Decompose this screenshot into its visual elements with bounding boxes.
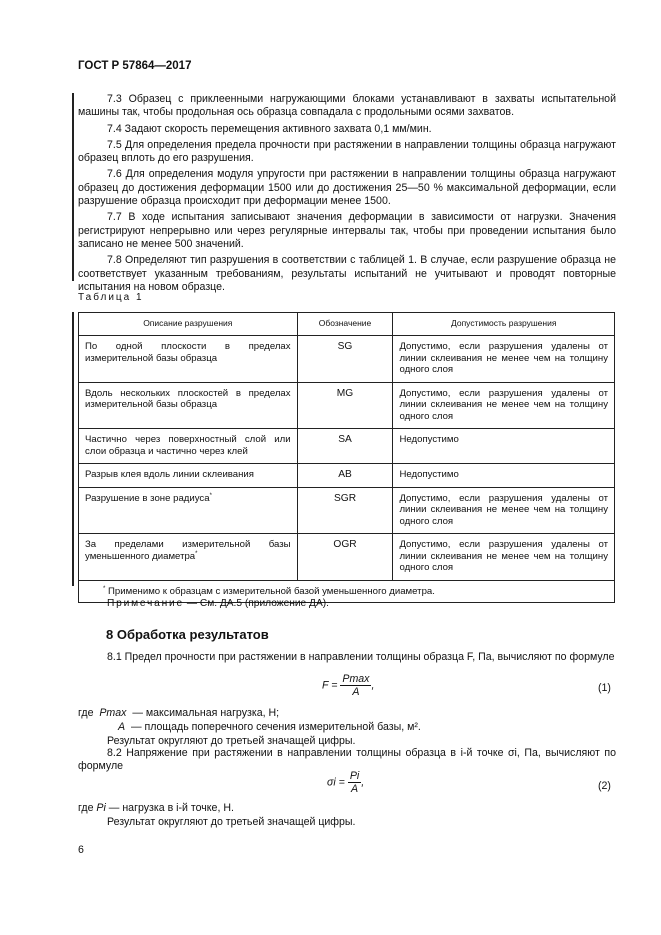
- formula-1-denominator: A: [352, 686, 360, 698]
- formula-2-tail: ,: [361, 776, 365, 789]
- cell-code: SG: [297, 336, 393, 383]
- where-prefix: где: [78, 802, 94, 814]
- failure-types-table: [78, 312, 615, 603]
- paragraph-7-5: 7.5 Для определения предела прочности при растяжении в направлении толщины образца нагружают образец вплоть до его разрушения.: [78, 138, 616, 165]
- footnote-text: Применимо к образцам с измерительной базой уменьшенного диаметра.: [108, 585, 435, 597]
- header-description: Описание разрушения: [79, 313, 298, 336]
- rounding-note-2: Результат округляют до третьей значащей цифры.: [107, 816, 356, 828]
- rounding-note-1: Результат округляют до третьей значащей цифры.: [107, 735, 356, 747]
- cell-allowance: Недопустимо: [393, 464, 615, 488]
- cell-description: Вдоль нескольких плоскостей в пределах измерительной базы образца: [79, 382, 298, 429]
- formula-1-lhs: F =: [322, 679, 338, 692]
- cell-allowance: Допустимо, если разрушения удалены от линии склеивания не менее чем на толщину одного слоя: [393, 382, 615, 429]
- where-text: — площадь поперечного сечения измерительной базы, м².: [130, 721, 421, 733]
- table-row: [79, 382, 615, 429]
- where-text: — нагрузка в i-й точке, Н.: [108, 802, 234, 814]
- formula-2-fraction: [348, 770, 361, 795]
- where-symbol: Pi: [96, 802, 106, 814]
- paragraph-8-2-text: 8.2 Напряжение при растяжении в направлении толщины образца в i-й точке σi, Па, вычисляют по формуле: [78, 747, 616, 773]
- page-number: 6: [78, 844, 84, 856]
- paragraph-8-1: [78, 651, 616, 667]
- where-line-3: [78, 802, 234, 814]
- formula-2-numerator: Pi: [349, 770, 360, 782]
- table-row: [79, 429, 615, 464]
- paragraph-7-7: 7.7 В ходе испытания записывают значения деформации в зависимости от нагрузки. Значения регистрируют непрерывно или через регулярные интервалы так, чтобы при проведении испытания было записано не менее 500 значений.: [78, 211, 616, 250]
- where-symbol: Pmax: [99, 707, 127, 719]
- paragraph-7-3: 7.3 Образец с приклеенными нагружающими блоками устанавливают в захваты испытательной машины так, чтобы продольная ось образца совпадала с продольными осями захватов.: [78, 93, 616, 119]
- where-symbol: A: [118, 721, 126, 733]
- footnote-mark: *: [209, 492, 212, 499]
- cell-description: По одной плоскости в пределах измерительной базы образца: [79, 336, 298, 383]
- formula-2: [327, 770, 364, 795]
- table-row: [79, 464, 615, 488]
- formula-2-lhs: σi =: [327, 776, 345, 789]
- formula-1-fraction: [340, 673, 371, 698]
- paragraph-7-6: 7.6 Для определения модуля упругости при растяжении в направлении толщины образца нагружают образец до достижения деформации 1500 или до достижения 25—50 % максимальной деформации, если разрушение образца происходит при деформации менее 1500.: [78, 168, 616, 208]
- where-line-1: [78, 707, 279, 719]
- paragraph-7-4: 7.4 Задают скорость перемещения активного захвата 0,1 мм/мин.: [107, 122, 432, 135]
- footnote-mark: *: [103, 585, 106, 592]
- cell-allowance: Допустимо, если разрушения удалены от линии склеивания не менее чем на толщину одного слоя: [393, 487, 615, 534]
- footnote-mark: *: [195, 550, 198, 557]
- table-header-row: [79, 313, 615, 336]
- where-prefix: где: [78, 707, 94, 719]
- section-7-body: [78, 93, 616, 297]
- formula-2-number: (2): [598, 780, 611, 792]
- formula-1-numerator: Pmax: [342, 673, 370, 685]
- change-bar: [72, 93, 74, 281]
- table-row: [79, 487, 615, 534]
- cell-code: AB: [297, 464, 393, 488]
- table-row: [79, 336, 615, 383]
- cell-allowance: Допустимо, если разрушения удалены от линии склеивания не менее чем на толщину одного слоя: [393, 534, 615, 581]
- document-header: ГОСТ Р 57864—2017: [78, 60, 192, 72]
- section-title: 8 Обработка результатов: [106, 627, 269, 642]
- cell-code: MG: [297, 382, 393, 429]
- note-label: Примечание: [107, 598, 184, 609]
- cell-description-text: За пределами измерительной базы уменьшенного диаметра: [85, 539, 291, 562]
- table-note: [107, 598, 329, 609]
- header-code: Обозначение: [297, 313, 393, 336]
- paragraph-8-1-text: 8.1 Предел прочности при растяжении в направлении толщины образца F, Па, вычисляют по формуле: [107, 651, 615, 663]
- cell-code: OGR: [297, 534, 393, 581]
- cell-description: Разрыв клея вдоль линии склеивания: [79, 464, 298, 488]
- formula-1-number: (1): [598, 682, 611, 694]
- formula-1: [322, 673, 374, 698]
- table-row: [79, 534, 615, 581]
- cell-description-text: Разрушение в зоне радиуса: [85, 492, 210, 504]
- cell-description: [79, 487, 298, 534]
- cell-allowance: Недопустимо: [393, 429, 615, 464]
- cell-description: [79, 534, 298, 581]
- formula-1-tail: ,: [371, 679, 375, 692]
- table-change-bar: [72, 312, 74, 586]
- where-line-2: [118, 721, 421, 733]
- formula-2-denominator: A: [351, 783, 359, 795]
- where-text: — максимальная нагрузка, Н;: [132, 707, 280, 719]
- note-text: — См. ДА.5 (приложение ДА).: [186, 598, 329, 609]
- cell-code: SGR: [297, 487, 393, 534]
- table-caption: Таблица 1: [78, 292, 144, 303]
- header-allowance: Допустимость разрушения: [393, 313, 615, 336]
- paragraph-7-8: 7.8 Определяют тип разрушения в соответствии с таблицей 1. В случае, если разрушение образца не соответствует указанным требованиям, результаты испытаний не учитывают и проводят повторные испытания на новом образце.: [78, 254, 616, 293]
- cell-code: SA: [297, 429, 393, 464]
- cell-allowance: Допустимо, если разрушения удалены от линии склеивания не менее чем на толщину одного слоя: [393, 336, 615, 383]
- cell-description: Частично через поверхностный слой или слои образца и частично через клей: [79, 429, 298, 464]
